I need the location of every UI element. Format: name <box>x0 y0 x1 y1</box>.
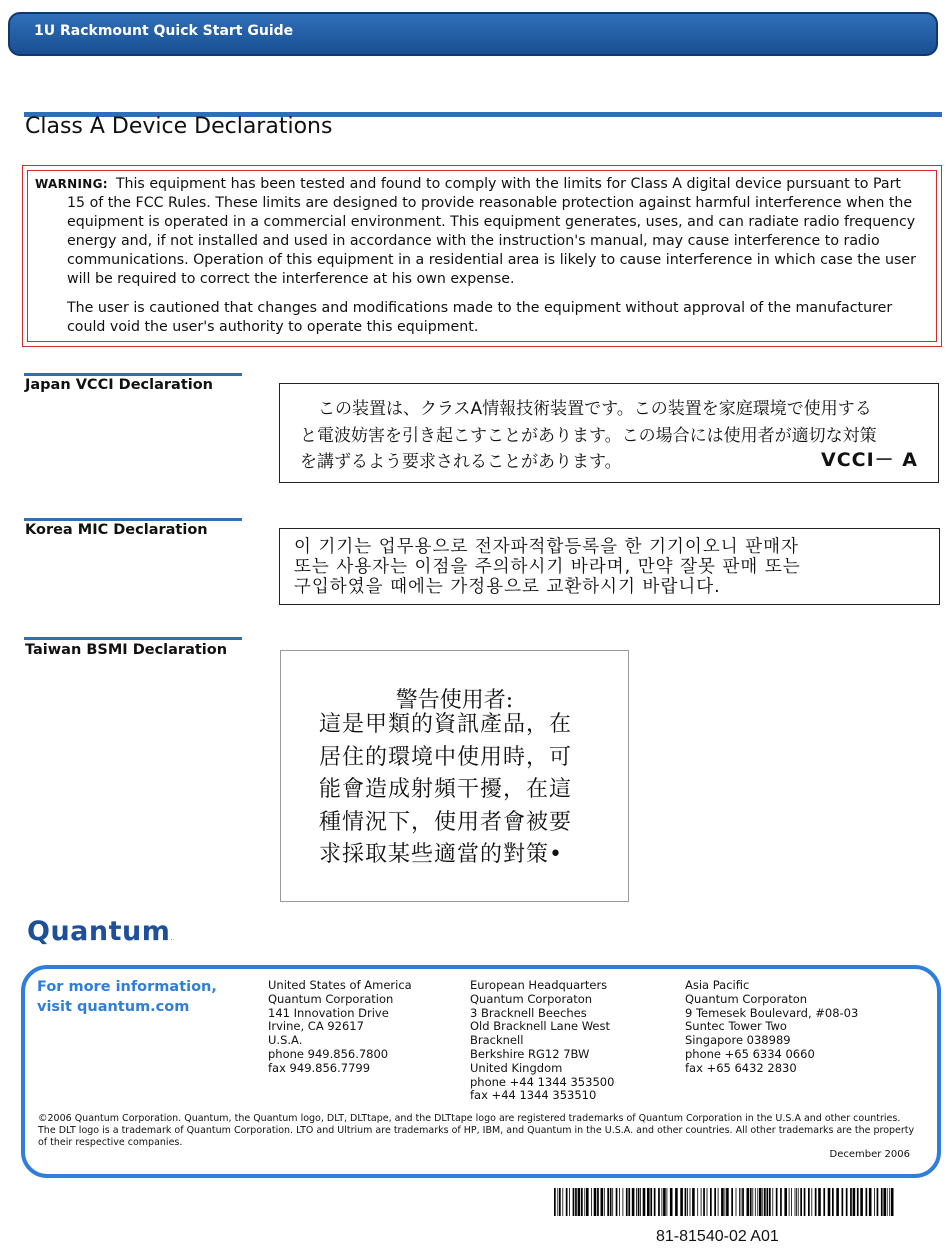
korea-text <box>294 537 930 597</box>
barcode-bar <box>823 1188 825 1216</box>
barcode-bar <box>636 1188 637 1216</box>
warning-paragraph-1-text: This equipment has been tested and found to comply with the limits for Class A digital device pursuant to Part 15 of the FCC Rules. These limits are designed to provide reasonable protection against harmful interference when the equipment is operated in a commercial environment. This equipment generates, uses, and can radiate radio frequency energy and, if not installed and used in accordance with the instruction's manual, may cause interference to radio communications. Operation of this equipment in a residential area is likely to cause interference in which case the user will be required to correct the interference at his own expense. <box>67 176 916 287</box>
address-line: United States of America <box>268 978 412 992</box>
address-line: European Headquarters <box>470 978 608 992</box>
barcode-bar <box>610 1188 612 1216</box>
barcode-bar <box>697 1188 698 1216</box>
barcode-bar <box>554 1188 556 1216</box>
barcode-bar <box>721 1188 724 1216</box>
barcode-bar <box>569 1188 570 1216</box>
barcode-bar <box>643 1188 646 1216</box>
barcode-bar <box>798 1188 799 1216</box>
barcode-bar <box>557 1188 558 1216</box>
barcode-bar <box>692 1188 695 1216</box>
barcode-bar <box>759 1188 762 1216</box>
korea-line: 또는 사용자는 이점을 주의하시기 바라며, 만약 잘못 판매 또는 <box>294 557 801 577</box>
barcode-bar <box>578 1188 581 1216</box>
barcode-bar <box>881 1188 883 1216</box>
address-line: 9 Temesek Boulevard, #08-03 <box>685 1005 859 1020</box>
barcode-bar <box>703 1188 705 1216</box>
japan-rule <box>24 373 242 376</box>
barcode-bar <box>566 1188 568 1216</box>
barcode-bar <box>887 1188 888 1216</box>
japan-line: と電波妨害を引き起こすことがあります。この場合には使用者が適切な対策 <box>300 425 877 446</box>
barcode-bar <box>846 1188 848 1216</box>
barcode-bar <box>874 1188 875 1216</box>
address-line: 141 Innovation Drive <box>268 1005 389 1020</box>
barcode-bar <box>619 1188 620 1216</box>
barcode-bar <box>581 1188 583 1216</box>
address-asia <box>685 979 858 1076</box>
header-bar <box>8 12 938 56</box>
barcode-bar <box>772 1188 773 1216</box>
barcode-bar <box>604 1188 605 1216</box>
barcode-bar <box>818 1188 821 1216</box>
barcode-bar <box>594 1188 597 1216</box>
address-line: phone 949.856.7800 <box>268 1046 389 1061</box>
footer-info-box <box>21 965 941 1178</box>
barcode-bar <box>626 1188 628 1216</box>
barcode-bar <box>718 1188 719 1216</box>
logo-mark: . <box>170 934 174 942</box>
barcode-bar <box>726 1188 729 1216</box>
address-line: 3 Bracknell Beeches <box>470 1005 587 1020</box>
address-line: Suntec Tower Two <box>685 1019 787 1034</box>
barcode-bar <box>795 1188 796 1216</box>
korea-title: Korea MIC Declaration <box>25 522 208 538</box>
barcode-bar <box>764 1188 766 1216</box>
barcode-bar <box>741 1188 742 1216</box>
warning-label: WARNING: <box>35 177 108 191</box>
barcode-bar <box>687 1188 688 1216</box>
address-line: Quantum Corporaton <box>685 991 808 1006</box>
korea-line: 이 기기는 업무용으로 전자파적합등록을 한 기기이오니 판매자 <box>294 537 799 557</box>
part-number: 81-81540-02 A01 <box>656 1228 779 1245</box>
address-line: phone +65 6334 0660 <box>685 1046 815 1061</box>
barcode-bar <box>762 1188 763 1216</box>
barcode <box>554 1188 894 1216</box>
barcode-bar <box>640 1188 641 1216</box>
address-line: United Kingdom <box>470 1060 563 1075</box>
address-line: Quantum Corporation <box>268 991 394 1006</box>
taiwan-heading: 警告使用者: <box>395 688 514 713</box>
barcode-bar <box>662 1188 663 1216</box>
barcode-bar <box>584 1188 585 1216</box>
barcode-bar <box>755 1188 756 1216</box>
barcode-bar <box>658 1188 660 1216</box>
barcode-bar <box>591 1188 592 1216</box>
barcode-bar <box>776 1188 778 1216</box>
more-info-text <box>37 977 257 1017</box>
address-europe <box>470 979 614 1103</box>
barcode-bar <box>597 1188 599 1216</box>
barcode-bar <box>575 1188 577 1216</box>
barcode-bar <box>710 1188 712 1216</box>
barcode-bar <box>667 1188 668 1216</box>
japan-line: この装置は、クラスA情報技術装置です。この装置を家庭環境で使用する <box>318 399 872 419</box>
taiwan-text <box>319 709 609 872</box>
barcode-bar <box>616 1188 618 1216</box>
barcode-bar <box>680 1188 683 1216</box>
barcode-bar <box>789 1188 790 1216</box>
korea-rule <box>24 518 242 521</box>
warning-paragraph-1 <box>35 175 923 289</box>
barcode-bar <box>767 1188 769 1216</box>
address-line: fax 949.856.7799 <box>268 1060 371 1075</box>
taiwan-line: 居住的環境中使用時，可 <box>319 744 573 770</box>
address-line: fax +65 6432 2830 <box>685 1060 797 1075</box>
barcode-bar <box>562 1188 563 1216</box>
barcode-bar <box>853 1188 856 1216</box>
japan-title: Japan VCCI Declaration <box>25 377 214 393</box>
barcode-bar <box>714 1188 716 1216</box>
barcode-bar <box>857 1188 859 1216</box>
barcode-bar <box>647 1188 650 1216</box>
barcode-bar <box>757 1188 758 1216</box>
barcode-bar <box>742 1188 744 1216</box>
barcode-bar <box>725 1188 726 1216</box>
barcode-bar <box>869 1188 872 1216</box>
barcode-bar <box>601 1188 604 1216</box>
taiwan-line: 能會造成射頻干擾，在這 <box>319 777 573 802</box>
barcode-bar <box>731 1188 733 1216</box>
barcode-bar <box>796 1188 797 1216</box>
quantum-logo <box>27 916 173 947</box>
barcode-bar <box>752 1188 753 1216</box>
more-info-link[interactable]: visit quantum.com <box>37 999 190 1015</box>
taiwan-line: 種情況下，使用者會被要 <box>319 809 573 835</box>
barcode-bar <box>650 1188 652 1216</box>
taiwan-title: Taiwan BSMI Declaration <box>25 642 228 658</box>
logo-text: Quantum <box>27 916 171 947</box>
barcode-bar <box>804 1188 806 1216</box>
barcode-bar <box>842 1188 844 1216</box>
barcode-bar <box>832 1188 834 1216</box>
barcode-bar <box>739 1188 740 1216</box>
barcode-bar <box>612 1188 613 1216</box>
barcode-bar <box>675 1188 678 1216</box>
barcode-bar <box>607 1188 609 1216</box>
barcode-bar <box>736 1188 737 1216</box>
taiwan-declaration-box <box>280 650 629 902</box>
barcode-bar <box>811 1188 812 1216</box>
warning-box <box>22 165 942 347</box>
address-line: Irvine, CA 92617 <box>268 1019 364 1034</box>
address-line: U.S.A. <box>268 1033 303 1048</box>
vcci-mark: VCCI－ A <box>821 449 918 471</box>
barcode-bar <box>784 1188 787 1216</box>
barcode-bar <box>623 1188 624 1216</box>
address-line: Asia Pacific <box>685 978 750 992</box>
taiwan-line: 求採取某些適當的對策• <box>319 842 563 867</box>
barcode-bar <box>750 1188 752 1216</box>
barcode-bar <box>889 1188 890 1216</box>
more-info-line-1: For more information, <box>37 979 217 995</box>
barcode-bar <box>559 1188 561 1216</box>
warning-text <box>35 175 923 347</box>
barcode-bar <box>780 1188 782 1216</box>
barcode-bar <box>670 1188 673 1216</box>
barcode-bar <box>836 1188 839 1216</box>
publication-date: December 2006 <box>829 1149 910 1160</box>
barcode-bar <box>808 1188 810 1216</box>
barcode-bar <box>654 1188 656 1216</box>
barcode-bar <box>769 1188 771 1216</box>
taiwan-rule <box>24 637 242 640</box>
section-title: Class A Device Declarations <box>25 114 333 139</box>
legal-notice: ©2006 Quantum Corporation. Quantum, the Quantum logo, DLT, DLTtape, and the DLTtape logo are registered trademarks of Quantum Corporation in the U.S.A and other countries. The DLT logo is a trademark of Quantum Corporation. LTO and Ultrium are trademarks of HP, IBM, and Quantum in the U.S.A. and other countries. All other trademarks are the property of their respective companies. <box>38 1113 915 1148</box>
barcode-bar <box>638 1188 640 1216</box>
address-us <box>268 979 412 1076</box>
barcode-bar <box>573 1188 575 1216</box>
japan-line: を講ずるよう要求されることがあります。 <box>300 452 622 472</box>
barcode-bar <box>800 1188 802 1216</box>
barcode-bar <box>690 1188 691 1216</box>
barcode-bar <box>663 1188 666 1216</box>
address-line: fax +44 1344 353510 <box>470 1088 597 1103</box>
header-title: 1U Rackmount Quick Start Guide <box>34 23 294 39</box>
address-line: phone +44 1344 353500 <box>470 1074 615 1089</box>
barcode-bar <box>701 1188 702 1216</box>
address-line: Singapore 038989 <box>685 1033 791 1048</box>
japan-declaration-box <box>279 383 939 483</box>
barcode-bar <box>866 1188 868 1216</box>
barcode-bar <box>828 1188 831 1216</box>
barcode-bar <box>850 1188 852 1216</box>
barcode-bar <box>860 1188 863 1216</box>
barcode-bar <box>877 1188 879 1216</box>
korea-line: 구입하였을 때에는 가정용으로 교환하시기 바랍니다. <box>294 577 721 597</box>
barcode-bar <box>883 1188 886 1216</box>
address-line: Old Bracknell Lane West <box>470 1019 611 1034</box>
address-line: Bracknell <box>470 1033 524 1048</box>
warning-paragraph-2: The user is cautioned that changes and modifications made to the equipment without approval of the manufacturer could void the user's authority to operate this equipment. <box>67 300 893 335</box>
barcode-bar <box>707 1188 708 1216</box>
barcode-bar <box>891 1188 894 1216</box>
barcode-bar <box>586 1188 589 1216</box>
barcode-bar <box>628 1188 630 1216</box>
barcode-bar <box>685 1188 687 1216</box>
barcode-bar <box>791 1188 792 1216</box>
address-line: Quantum Corporaton <box>470 991 593 1006</box>
barcode-bar <box>815 1188 817 1216</box>
barcode-bar <box>747 1188 750 1216</box>
barcode-bar <box>632 1188 635 1216</box>
taiwan-line: 這是甲類的資訊產品，在 <box>319 712 573 737</box>
korea-declaration-box <box>279 528 940 605</box>
address-line: Berkshire RG12 7BW <box>470 1046 590 1061</box>
